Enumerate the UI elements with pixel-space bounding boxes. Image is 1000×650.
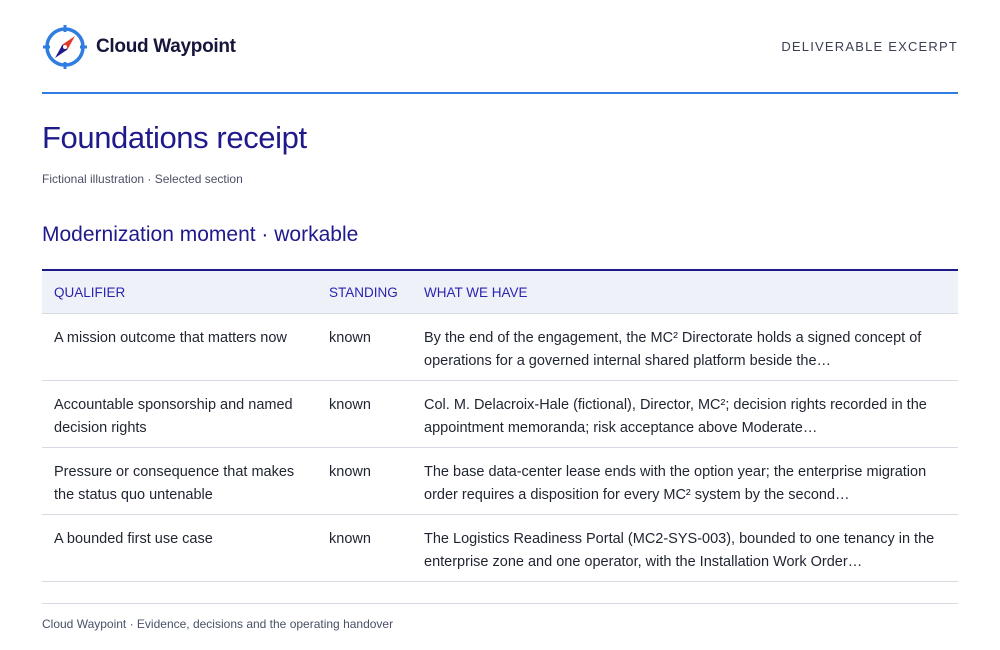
detail-cell: By the end of the engagement, the MC² Directorate holds a signed concept of operations for a governed internal shared platform beside the… xyxy=(412,314,958,381)
column-header-what-we-have: WHAT WE HAVE xyxy=(412,270,958,314)
page-header xyxy=(42,0,958,94)
column-header-standing: STANDING xyxy=(317,270,412,314)
standing-cell: known xyxy=(317,314,412,381)
qualifier-cell: A mission outcome that matters now xyxy=(42,314,317,381)
page-subtitle: Fictional illustration · Selected section xyxy=(42,172,243,186)
table-header-row xyxy=(42,270,958,314)
detail-cell: The Logistics Readiness Portal (MC2-SYS-003), bounded to one tenancy in the enterprise zone and one operator, with the Installation Work Order… xyxy=(412,515,958,582)
page-footer: Cloud Waypoint · Evidence, decisions and the operating handover xyxy=(42,617,394,631)
section-title: Modernization moment · workable xyxy=(42,223,359,246)
qualifier-cell: Accountable sponsorship and named decision rights xyxy=(42,381,317,448)
detail-cell: Col. M. Delacroix-Hale (fictional), Director, MC²; decision rights recorded in the appointment memoranda; risk acceptance above Moderate… xyxy=(412,381,958,448)
qualifier-cell: A bounded first use case xyxy=(42,515,317,582)
standing-cell: known xyxy=(317,381,412,448)
brand-name: Cloud Waypoint xyxy=(96,36,236,57)
deliverable-excerpt-label: DELIVERABLE EXCERPT xyxy=(781,38,958,54)
standing-cell: known xyxy=(317,515,412,582)
detail-cell: The base data-center lease ends with the option year; the enterprise migration order requires a disposition for every MC² system by the second… xyxy=(412,448,958,515)
table-row xyxy=(42,515,958,582)
table-row xyxy=(42,381,958,448)
page-title: Foundations receipt xyxy=(42,120,307,155)
table-row xyxy=(42,448,958,515)
compass-icon xyxy=(42,24,88,70)
standing-cell: known xyxy=(317,448,412,515)
column-header-qualifier: QUALIFIER xyxy=(42,270,317,314)
brand xyxy=(42,24,236,70)
document-page xyxy=(42,0,958,631)
qualifier-table xyxy=(42,269,958,582)
qualifier-cell: Pressure or consequence that makes the status quo untenable xyxy=(42,448,317,515)
table-row xyxy=(42,314,958,381)
footer-divider xyxy=(42,603,958,604)
